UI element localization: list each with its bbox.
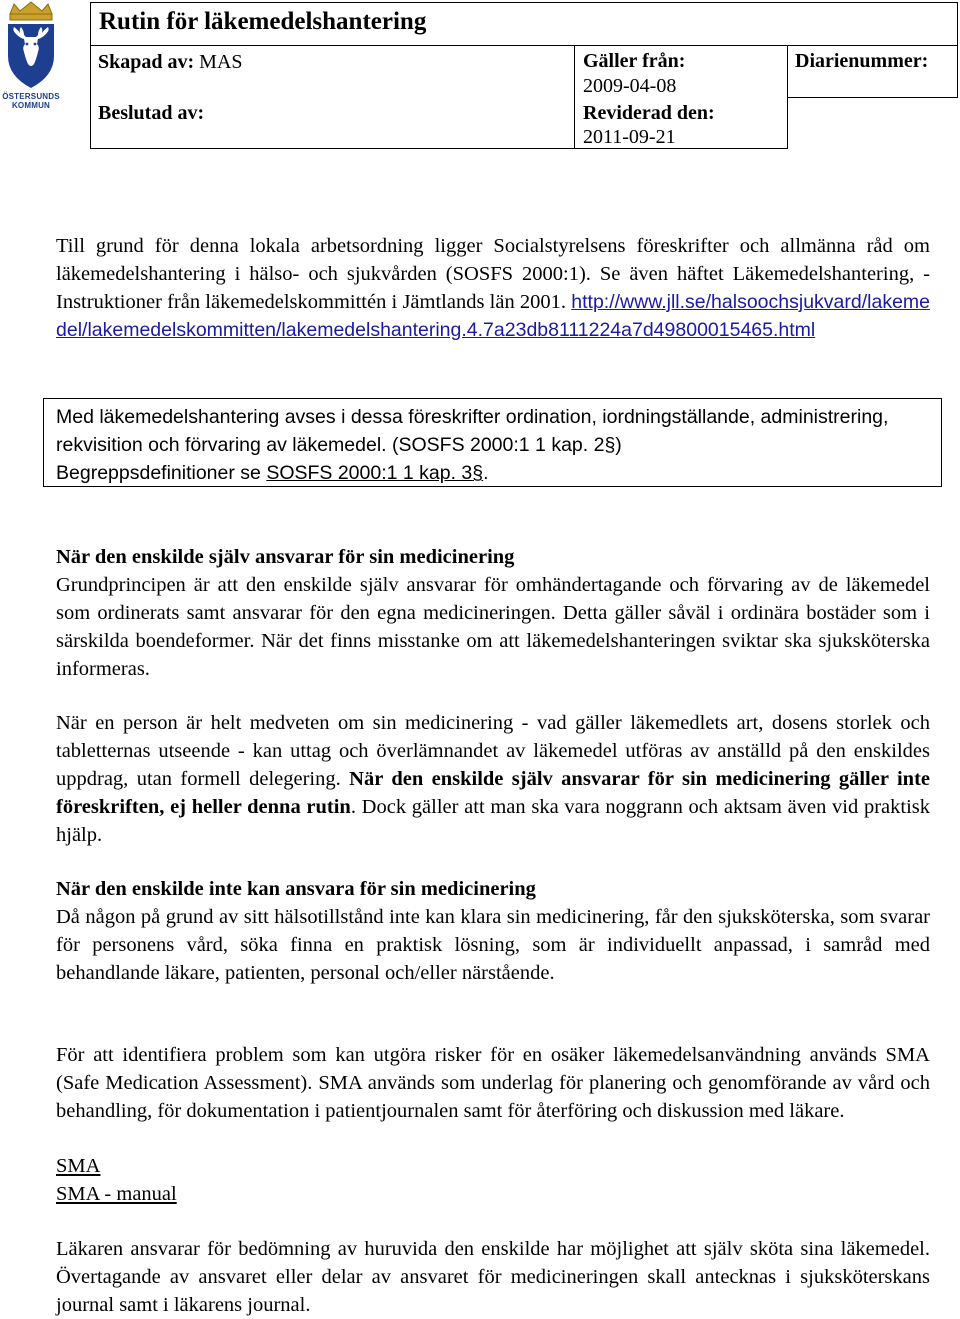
definition-ref-intro: Begreppsdefinitioner se xyxy=(56,462,267,484)
intro-paragraph xyxy=(56,232,930,344)
definition-main: Med läkemedelshantering avses i dessa föreskrifter ordination, iordningställande, administrering, rekvisition och förvaring av läkemedel. (SOSFS 2000:1 1 kap. 2 xyxy=(56,406,889,456)
sma-link[interactable]: SMA xyxy=(56,1155,101,1177)
diary-number-label: Diarienummer: xyxy=(795,50,929,72)
definition-box xyxy=(43,398,942,487)
section-sign: § xyxy=(604,434,616,456)
dates-cell xyxy=(574,45,788,149)
diary-cell xyxy=(787,45,958,98)
created-by-value: MAS xyxy=(194,51,243,73)
section1-paragraph2 xyxy=(56,709,930,849)
section1-p2-text: När en person är helt medveten om sin medicinering - vad gäller läkemedlets art, dosens storlek och tabletternas utseende - kan uttag och överlämnandet av läkemedel utföras av anställd på den enskildes uppdrag, utan formell delegering. xyxy=(56,712,930,790)
document-header xyxy=(90,2,958,149)
definition-close-paren: ) xyxy=(615,434,622,456)
sma-manual-link-row xyxy=(56,1180,930,1208)
sma-manual-link[interactable]: SMA - manual xyxy=(56,1183,177,1205)
definition-period: . xyxy=(483,462,489,484)
decided-by xyxy=(98,102,204,125)
definition-text xyxy=(56,403,926,487)
jll-link[interactable]: http://www.jll.se/halsoochsjukvard/lakemedel/lakemedelskommitten/lakemedelshantering.4.7a23db8111224a7d49800015465.html xyxy=(56,291,931,341)
section2-paragraph2: För att identifiera problem som kan utgöra risker för en osäker läkemedelsanvändning används SMA (Safe Medication Assessment). SMA används som underlag för planering och genomförande av vård och behandling, för dokumentation i patientjournalen samt för återföring och diskussion med läkare. xyxy=(56,1044,930,1122)
revised-label: Reviderad den: xyxy=(583,102,715,124)
decided-by-label: Beslutad av: xyxy=(98,102,205,124)
logo-text-line2: KOMMUN xyxy=(11,101,51,110)
section1-paragraph1: Grundprincipen är att den enskilde själv ansvarar för omhändertagande och förvaring av de läkemedel som ordinerats samt ansvarar för den egna medicineringen. Detta gäller såväl i ordinära bostäder som i särskilda boendeformer. När det finns misstanke om att läkemedelshanteringen sviktar ska sjuksköterska informeras. xyxy=(56,574,930,680)
intro-text: Till grund för denna lokala arbetsordning ligger Socialstyrelsens föreskrifter och allmänna råd om läkemedelshantering i hälso- och sjukvården (SOSFS 2000:1). Se även häftet Läkemedelshantering, - Instruktioner från läkemedelskommittén i Jämtlands län 2001. xyxy=(56,235,930,313)
logo-text-line1: ÖSTERSUNDS xyxy=(2,92,60,101)
created-by xyxy=(98,51,243,74)
section2-paragraph1: Då någon på grund av sitt hälsotillstånd inte kan klara sin medicinering, får den sjuksköterska, som svarar för personens vård, söka finna en praktisk lösning, som är individuellt anpassad, i samråd med behandlande läkare, patienten, personal och/eller närstående. xyxy=(56,906,930,984)
title-cell xyxy=(90,2,958,46)
document-title: Rutin för läkemedelshantering xyxy=(99,8,427,35)
revised-value: 2011-09-21 xyxy=(583,126,676,148)
valid-from-value: 2009-04-08 xyxy=(583,75,677,97)
section2-heading: När den enskilde inte kan ansvara för sin medicinering xyxy=(56,878,536,900)
section1-heading: När den enskilde själv ansvarar för sin medicinering xyxy=(56,546,515,568)
section2-paragraph3: Läkaren ansvarar för bedömning av huruvida den enskilde har möjlighet att själv sköta sina läkemedel. Övertagande av ansvaret eller delar av ansvaret för medicineringen skall antecknas i sjuksköterskans journal samt i läkarens journal. xyxy=(56,1238,930,1316)
author-cell xyxy=(90,45,575,149)
ostersund-logo xyxy=(0,0,62,112)
created-by-label: Skapad av: xyxy=(98,51,195,73)
coat-of-arms-icon xyxy=(0,0,62,92)
valid-from-label: Gäller från: xyxy=(583,50,686,72)
sosfs-link[interactable]: SOSFS 2000:1 1 kap. 3§ xyxy=(266,462,484,484)
section1-p2-bold: När den enskilde själv ansvarar för sin medicinering gäller inte föreskriften, ej heller denna rutin xyxy=(56,768,930,818)
sma-link-row xyxy=(56,1152,930,1180)
section1-p2-end: . Dock gäller att man ska vara noggrann och aktsam även vid praktisk hjälp. xyxy=(56,796,930,846)
